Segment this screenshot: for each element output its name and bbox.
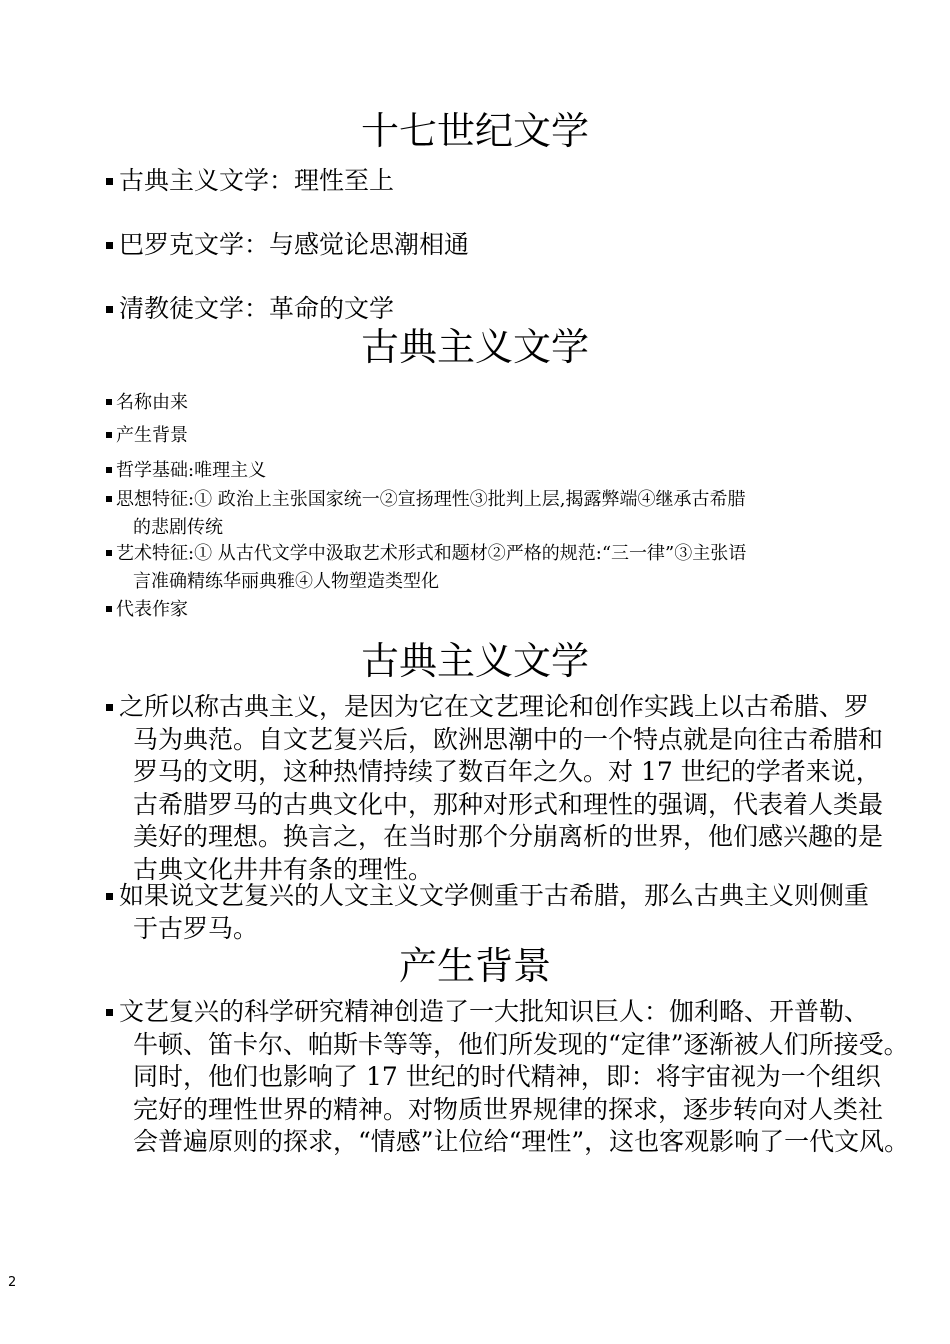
- list-item-text: 思想特征:① 政治上主张国家统一②宣扬理性③批判上层,揭露弊端④继承古希腊: [116, 489, 746, 510]
- paragraph-line: 同时，他们也影响了 17 世纪的时代精神，即：将宇宙视为一个组织: [133, 1062, 881, 1091]
- paragraph-line: 牛顿、笛卡尔、帕斯卡等等，他们所发现的“定律”逐渐被人们所接受。: [133, 1029, 909, 1059]
- list-item: [106, 596, 188, 624]
- paragraph-line: 美好的理想。换言之，在当时那个分崩离析的世界，他们感兴趣的是: [133, 822, 884, 851]
- square-bullet-icon: [106, 242, 113, 249]
- paragraph-line: 古希腊罗马的古典文化中，那种对形式和理性的强调，代表着人类最: [133, 789, 884, 819]
- square-bullet-icon: [106, 432, 112, 438]
- square-bullet-icon: [106, 496, 112, 502]
- list-item-text: 清教徒文学：革命的文学: [119, 294, 395, 323]
- square-bullet-icon: [106, 606, 112, 612]
- heading-seventeenth-century-literature: 十七世纪文学: [360, 109, 589, 153]
- list-item-text: 巴罗克文学：与感觉论思潮相通: [119, 230, 470, 259]
- page-number: 2: [8, 1275, 17, 1290]
- paragraph-line: 会普遍原则的探求，“情感”让位给“理性”，这也客观影响了一代文风。: [133, 1127, 910, 1156]
- list-item-text: 古典主义文学：理性至上: [119, 166, 395, 195]
- list-item: [106, 486, 866, 542]
- paragraph-line: 完好的理性世界的精神。对物质世界规律的探求，逐步转向对人类社: [133, 1094, 884, 1124]
- list-item-text: 产生背景: [116, 425, 188, 446]
- square-bullet-icon: [106, 467, 112, 473]
- list-item: [106, 422, 188, 450]
- paragraph-line: 古典文化井井有条的理性。: [133, 854, 434, 884]
- list-item-text-continued: 的悲剧传统: [133, 517, 223, 538]
- paragraph-line: 如果说文艺复兴的人文主义文学侧重于古希腊，那么古典主义则侧重: [119, 881, 870, 910]
- heading-classicism-literature: 古典主义文学: [360, 325, 589, 369]
- paragraph: [106, 880, 870, 945]
- list-item: [106, 457, 266, 485]
- square-bullet-icon: [106, 1009, 113, 1016]
- list-item: [106, 166, 394, 196]
- list-item: [106, 389, 188, 417]
- list-item: [106, 230, 469, 260]
- square-bullet-icon: [106, 399, 112, 405]
- square-bullet-icon: [106, 550, 112, 556]
- list-item-text: 艺术特征:① 从古代文学中汲取艺术形式和题材②严格的规范:“三一律”③主张语: [116, 543, 747, 564]
- paragraph: [106, 691, 884, 886]
- paragraph-line: 之所以称古典主义，是因为它在文艺理论和创作实践上以古希腊、罗: [119, 692, 870, 721]
- list-item-text: 名称由来: [116, 392, 188, 413]
- list-item-text: 哲学基础:唯理主义: [116, 460, 267, 481]
- list-item-text: 代表作家: [116, 599, 188, 620]
- square-bullet-icon: [106, 893, 113, 900]
- paragraph-line: 于古罗马。: [133, 913, 259, 943]
- paragraph-line: 文艺复兴的科学研究精神创造了一大批知识巨人：伽利略、开普勒、: [119, 997, 870, 1026]
- paragraph-line: 马为典范。自文艺复兴后，欧洲思潮中的一个特点就是向往古希腊和: [133, 724, 884, 754]
- square-bullet-icon: [106, 178, 113, 185]
- paragraph: [106, 996, 910, 1159]
- square-bullet-icon: [106, 306, 113, 313]
- square-bullet-icon: [106, 704, 113, 711]
- paragraph-line: 罗马的文明，这种热情持续了数百年之久。对 17 世纪的学者来说，: [133, 757, 881, 786]
- heading-classicism-literature-detail: 古典主义文学: [360, 639, 589, 683]
- list-item: [106, 540, 866, 596]
- list-item: [106, 294, 394, 324]
- list-item-text-continued: 言准确精练华丽典雅④人物塑造类型化: [133, 571, 439, 592]
- heading-background: 产生背景: [398, 944, 551, 988]
